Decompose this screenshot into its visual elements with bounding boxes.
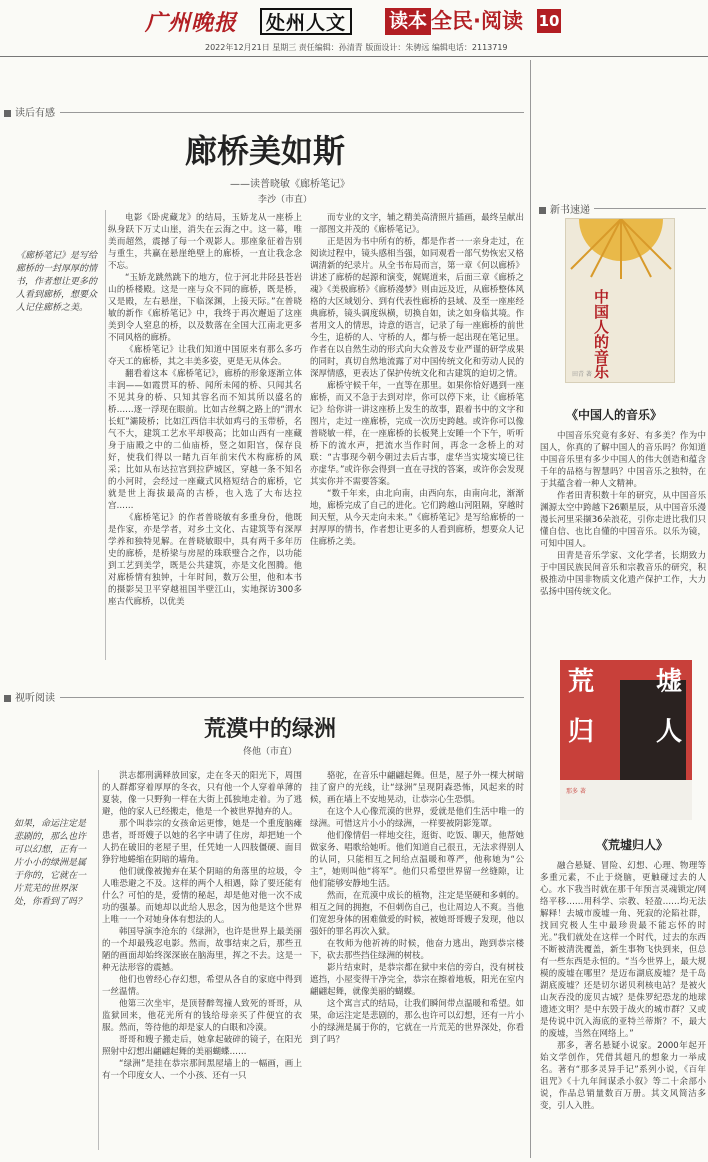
section-rule [60,112,524,113]
book-cover-author: 田青 著 [572,371,592,378]
book-title: 《中国人的音乐》 [566,408,663,422]
paragraph: “玉娇龙跳然跳下的地方，位于河北井陉县苍岩山的桥楼殿。这是一座与众不同的廊桥，既是桥，又是殿，左右悬崖，下临深渊，上接天际。”在普晓敏的新作《廊桥笔记》中，我终于再次邂逅了这座美到令人窒息的桥，以及数落在全国大江南北更多不同风格的廊桥。 [108,273,302,343]
book-cover-title-char: 归 [568,717,595,747]
paragraph: “数千年来，由北向南，由西向东，由南向北，渐渐地，廊桥完成了自己的进化。它们跨越山河阻隔，穿越时间天堑，从今天走向未来。”《廊桥笔记》是写给廊桥的一封厚厚的情书，作者想让更多的人看到廊桥，想要众人记住廊桥之美。 [310,489,524,547]
article-title: 荒漠中的绿洲 [203,716,336,742]
paragraph: 这个寓言式的结局，让我们瞬间带点温暖和希望。如果，命运注定是悲剧的，那么也许可以幻想，还有一片小小的绿洲是属于你的，它就在一片荒芜的世界深处，你看到了吗？ [310,999,524,1045]
info-line: 2022年12月21日 星期三 责任编辑：孙清青 版面设计：朱骋远 编辑电话：2113719 [205,43,508,52]
section-label-top: 读后有感 [4,104,55,119]
paragraph: 《廊桥笔记》让我们知道中国原来有那么多巧夺天工的廊桥，其之丰美多姿，更是无从体会。 [108,345,302,367]
reading-tag: 读本 [385,8,431,35]
paragraph: 电影《卧虎藏龙》的结局，玉娇龙从一座桥上纵身跃下万丈山崖，消失在云海之中。这一幕，唯美而超然，震撼了每一个观影人。那座象征着告别与重生，共赢在悬崖绝壁上的廊桥，一直让我念念不忘。 [108,213,302,271]
paragraph: 他第三次坐牢，是顶替醉驾撞人致死的哥哥，从监狱回来，他花光所有的钱给母亲买了件便宜的衣服。然而，等待他的却是家人的白眼和冷漠。 [102,999,302,1033]
article-side-note: 如果，命运注定是悲剧的，那么也许可以幻想，正有一片小小的绿洲是属于你的，它就在一片荒芜的世界深处，你看到了吗？ [14,819,87,907]
book-title: 《荒墟归人》 [596,838,669,852]
paragraph: 然而，在荒漠中成长的植物，注定是坚硬和多刺的。相互之间的拥抱，不但刺伤自己，也让周边人不爽。当他们宽恕身体的困难做爱的时候，被她哥哥嫂子发现，他以强奸的罪名再次入狱。 [310,891,524,937]
square-bullet-icon [539,207,546,214]
paragraph: 韩国导演李沧东的《绿洲》，也许是世界上最美丽的一个却最残忍电影。然而，故事结束之后，那些丑陋的画面却始终深深嵌在脑海里，挥之不去。这是一种无法形容的震撼。 [102,927,302,973]
column-divider [105,210,106,660]
paragraph: 中国音乐究竟有多好、有多美？作为中国人，你真的了解中国人的音乐吗？你知道中国音乐里有多少中国人的伟大创造和蕴含千年的品格与智慧吗？中国音乐之独特，在于其蕴含着一种人文精神。 [540,431,706,489]
article-column-1 [102,770,302,1156]
book-description [540,430,706,650]
paragraph: 那多，著名悬疑小说家。2000年起开始文学创作，凭借其超凡的想象力一举成名。著有“那多灵异手记”系列小说，《百年诅咒》《十九年间谋杀小叙》等二十余部小说，作品总销量数百万册。其文风简洁多变，引人入胜。 [540,1041,706,1111]
book-cover-title-char: 人 [656,717,683,747]
header-divider [0,56,708,57]
paragraph: 在牧师为他祈祷的时候，他奋力逃出，跑到恭宗楼下，砍去那些挡住绿洲的树枝。 [310,939,524,961]
paragraph: 《廊桥笔记》的作者普晓敏有多重身份，他既是作家，亦是学者，对乡土文化、古建筑等有深厚学养和独特见解。在普晓敏眼中，具有两千多年历史的廊桥，是桥梁与房屋的珠联璧合之作，以功能到工艺到美学，既是公共建筑，亦是文化图腾。他对廊桥情有独钟，十年时间，数万公里，他和本书的摄影吴卫平穿越祖国半壁江山，实地探访300多座古代廊桥，以优美 [108,513,302,607]
paragraph: 正是因为书中所有的桥，都是作者一一亲身走过，在阅读过程中，镜头感相当强，如同观看一部气势恢宏又格调清新的纪录片。从全书布局而言，第一章《何以廊桥》讲述了廊桥的起源和演变，娓娓道来，后面三章《廊桥之魂》《美极廊桥》《廊桥漫梦》则由远及近，从廊桥整体风格的大区域划分、到有代表性廊桥的县域、及至一座座经典廊桥，镜头调度纵横，切换自如，读之如身临其境。作者用文人的情思，诗意的语言，记录了每一座廊桥的前世今生，追桥的人、守桥的人，都与桥一起出现在笔记里。作者在以自然生动的形式向大众普及专业严谨的研学成果的同时，真切自然地流露了对中国传统文化和劳动人民的深厚情感，更表达了保护传统文化和古建筑的迫切之情。 [310,237,524,379]
paragraph: “绿洲”是挂在恭宗那间黑屋墙上的一幅画，画上有一个印度女人、一个小孩、还有一只 [102,1059,302,1081]
article-side-note: 《廊桥笔记》是写给廊桥的一封厚厚的情书，作者想让更多的人看到廊桥，想要众人记住廊桥之美。 [16,251,98,313]
paragraph: 在这个人心像荒漠的世界，爱就是他们生活中唯一的绿洲。可惜这片小小的绿洲，一样要被阴影笼罩。 [310,807,524,829]
article-column-1 [108,212,302,674]
article-title: 廊桥美如斯 [184,132,345,170]
paragraph: 他们就像被抛弃在某个阴暗的角落里的垃圾，令人唯恐避之不及。这样的两个人相遇，除了要还能有什么？可怕的是，爱情的秘起，却是他对他一次不成功的强暴。而她却以此给人思念，因为他是这个世界上唯一一个对她身体有想法的人。 [102,867,302,925]
paragraph: 哥哥和嫂子搬走后，她拿起破碎的镜子，在阳光照射中幻想出翩翩起舞的美丽蝴蝶…… [102,1035,302,1057]
paragraph: 廊桥守候千年，一直等在那里。如果你恰好遇到一座廊桥，而又不急于去到对岸，你可以停下来，让《廊桥笔记》给你讲一讲这座桥上发生的故事，跟着书中的文字和图片，走过一座廊桥，完成一次历史跨越。或许你可以像普晓敏一样，在一座廊桥的长板凳上安睡一个下午，听听桥下的流水声，把流水当作时间，再念一念桥上的对联：“古事现今朝今朝过去后古事，虚华当实境实境已往亦虚华。”或许你会得到一直在寻找的答案，或许你会发现其实你并不需要答案。 [310,381,524,487]
paragraph: 他们也曾经心存幻想，希望从各自的家庭中得到一丝温情。 [102,975,302,997]
right-column-divider [530,60,531,1158]
paragraph: 田青是音乐学家、文化学者，长期致力于中国民族民间音乐和宗教音乐的研究，积极推动中国非物质文化遗产保护工作，大力弘扬中国传统文化。 [540,551,706,597]
paragraph: 翻看着这本《廊桥笔记》，廊桥的形象逐渐立体丰润——如霞贯耳的桥、闻所未闻的桥、只闻其名不见其身的桥、只知其容名而不知其所以盛名的桥……逐一浮现在眼前。比如古丝绸之路上的“渭水长虹”灞陵桥；比如江西信丰状如鸡弓的玉带桥，名气不大，建筑工艺水平却极高；比如山西有一座藏身于庙殿之中的二仙庙桥，竖之如阳宫，保存良好，使我们得以一睹九百年前宋代木构廊桥的风采；比如从布达拉宫到拉萨城区，穿越一条不知名的小河时，会经过一座藏式风格短结合的廊桥，它就是世上海拔最高的古桥，也入选了大布达拉宫…… [108,369,302,511]
article-column-2 [310,770,524,1156]
article-column-2 [310,212,524,674]
paragraph: 作者田青积数十年的研究，从中国音乐渊源太空中跨越下26颗星辰，从中国音乐漫漫长河里采撷36朵浪花，引你走进比我们只懂自信、也比自懂的中国音乐。以乐为镜，可知中国人。 [540,491,706,549]
section-label-right: 新书速递 [539,201,590,216]
book-cover-title: 中国人的音乐 [592,289,610,379]
section-label-bottom: 视听阅读 [4,689,55,704]
paragraph: 洪志都刑满释放回家，走在冬天的阳光下，周围的人群都穿着厚厚的冬衣，只有他一个人穿着单薄的夏装，像一只野狗一样在大街上孤独地走着。为了逃避，他的家人已经搬走，他是一个被世界抛弃的人。 [102,771,302,817]
section-rule [60,697,524,698]
newspaper-logo: 广州晚报 [145,10,238,36]
book-description [540,860,706,1156]
book-cover-image [565,218,675,383]
book-cover-image [560,660,692,820]
book-cover-title-char: 墟 [656,667,683,697]
book-cover-author: 那多 著 [566,788,586,795]
book-cover-title-char: 荒 [568,667,595,697]
article-author: 李沙（市直） [257,195,312,205]
sunburst-icon [566,219,675,279]
masthead [145,6,705,38]
column-divider [98,770,99,1150]
section-tag: 处州人文 [260,8,352,35]
column-name: 全民·阅读 [431,9,523,33]
square-bullet-icon [4,110,11,117]
square-bullet-icon [4,695,11,702]
paragraph: 那个叫恭宗的女孩命运更惨，她是一个重度脑瘫患者，哥哥嫂子以她的名字申请了住房，却把她一个人扔在破旧的老屋子里，任凭她一人四肢僵硬、面目狰狞地蜷缩在阴暗的墙角。 [102,819,302,865]
section-rule [594,208,706,209]
paragraph: 他们像情侣一样地交往，逛街、吃饭、聊天，他帮她做家务、唱歌给她听。他们知道自己很丑，无法求得别人的认同，只能相互之间给点温暖和尊严，他称她为“公主”，她则叫他“将军”。他们只希望世界留一丝缝隙，让他们能够安静地生活。 [310,831,524,889]
paragraph: 影片结束时，是恭宗都在狱中来信的旁白，没有树枝遮挡，小屋变得干净完全，恭宗在擦着地板，阳光在室内翩翩起舞，就像美丽的蝴蝶。 [310,963,524,997]
page-number: 10 [537,9,561,33]
article-author: 佟他（市直） [242,747,297,757]
paragraph: 而专业的文字，辅之精美高清照片插画，最终呈献出一部图文并茂的《廊桥笔记》。 [310,213,524,235]
paragraph: 骆驼，在音乐中翩翩起舞。但是，屋子外一棵大树暗挂了窗户的光线，让“绿洲”呈现阴森恐怖，风起来的时候，画在墙上不安地晃动，让恭宗心生恐惧。 [310,771,524,805]
paragraph: 融合悬疑、冒险、幻想、心理、物理等多重元素，不止于烧脑，更触碰过去的人心。水下我当时就在那千年预言灵魂锁定/网络平移……用科学、宗教、轻盈……均无法解释！去城市废墟一角、死寂的沦陷社群，找回究极人生中最珍贵最不能忘怀的时光。”我们就处在这样一个时代，过去的东西不断被清洗覆盖，新生事物飞快到来，但总有一些东西是永恒的。“当今世界上，最大规模的废墟在哪里？是迈布湖底废墟？是千岛湖底废墟？还是切尔诺贝利核电站？是被火山灰吞没的庞贝古城？是侏罗纪恐龙的地球遗迹文明？是中东毁于战火的城市群？又或是传说中沉入海底的亚特兰蒂斯？不，最大的废墟，当然在网络上。” [540,861,706,1039]
article-subtitle: ——读普晓敏《廊桥笔记》 [230,179,350,190]
